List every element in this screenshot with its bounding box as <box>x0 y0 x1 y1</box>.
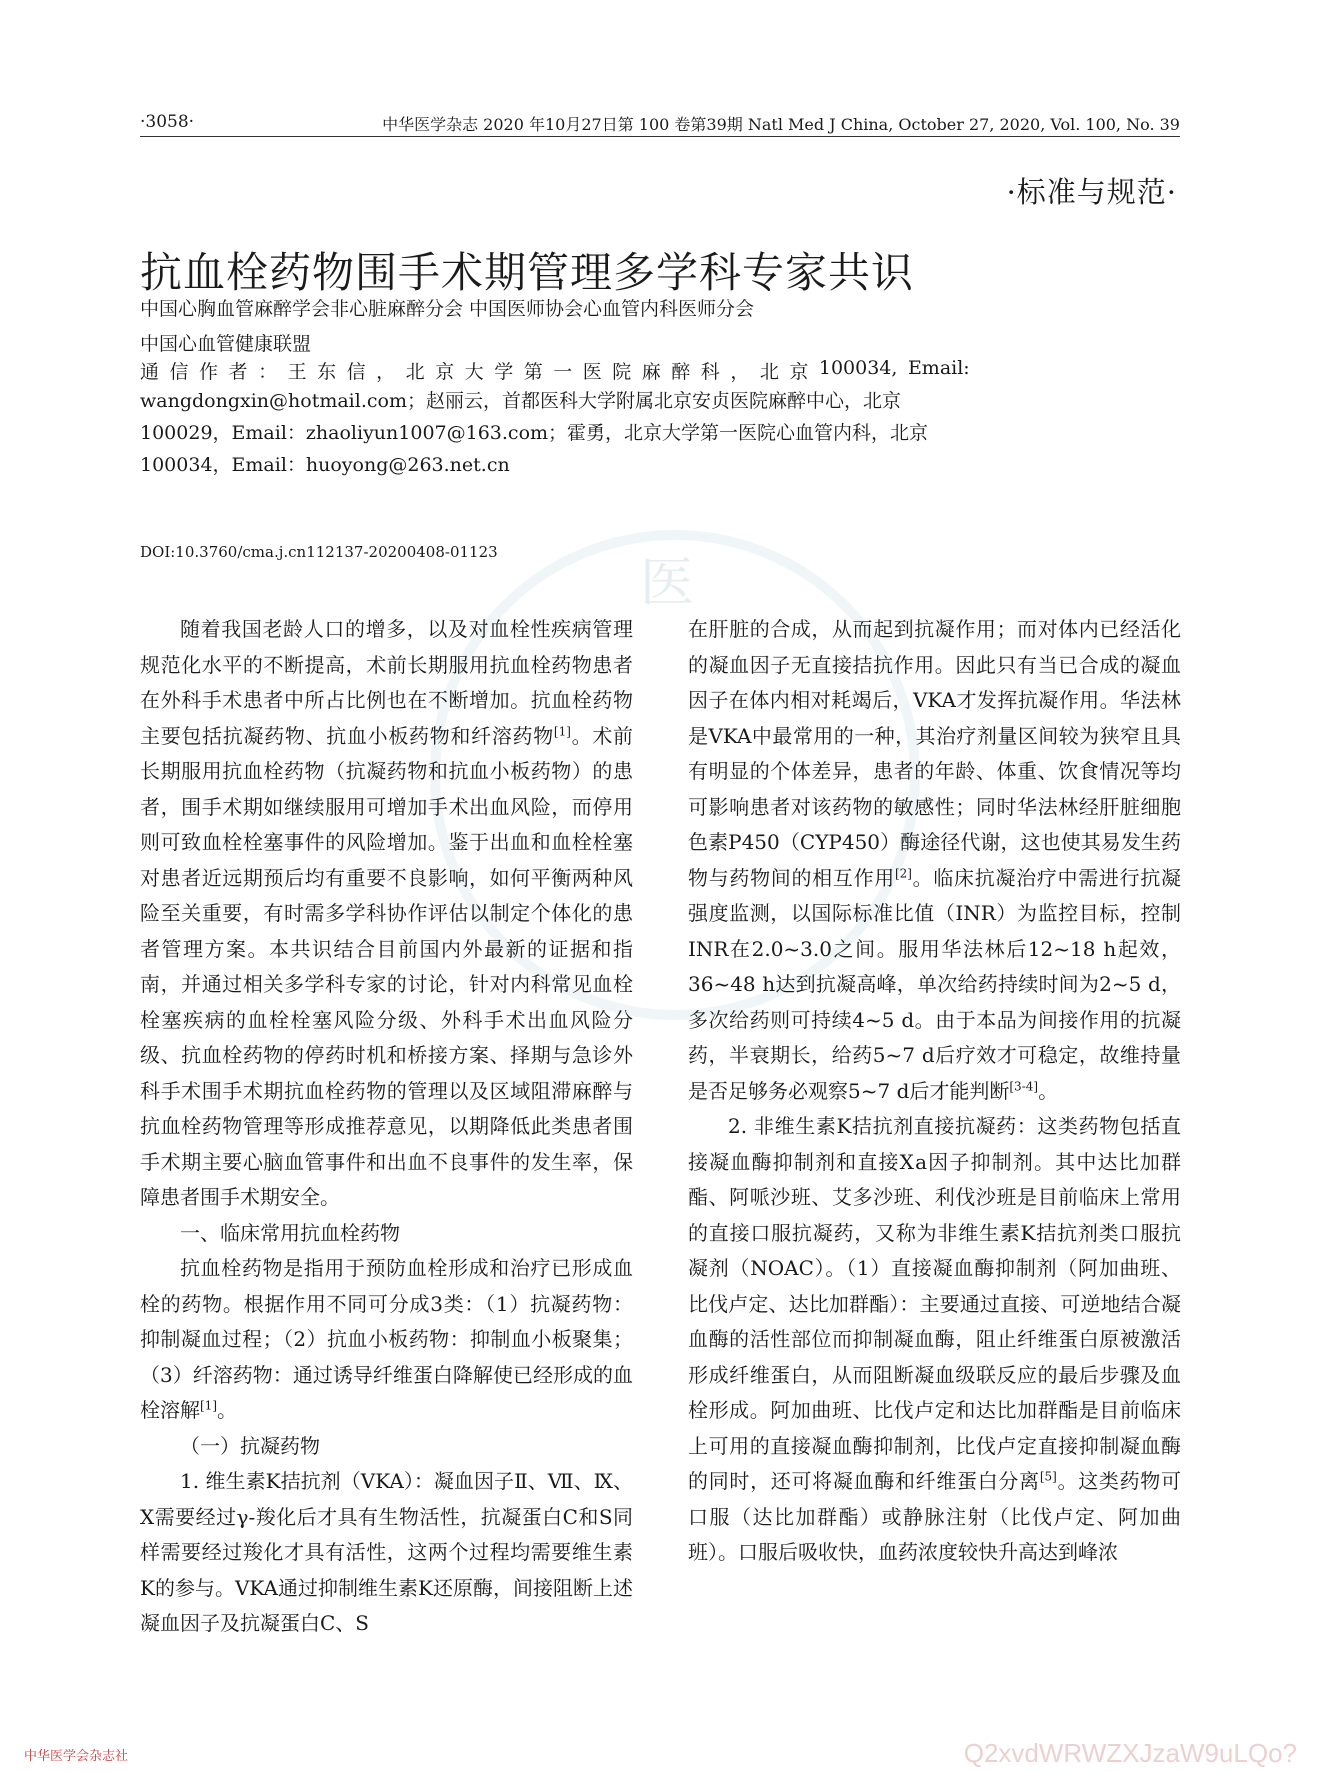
correspondence-token: 信 <box>346 361 366 383</box>
correspondence-token: 京 <box>435 361 455 383</box>
correspondence-token: 京 <box>789 361 809 383</box>
journal-citation: 中华医学杂志 2020 年10月27日第 100 卷第39期 Natl Med J China, October 27, 2020, Vol. 100, No. 39 <box>382 115 1180 134</box>
correspondence-token: 第 <box>523 361 543 383</box>
article-title: 抗血栓药物围手术期管理多学科专家共识 <box>140 248 915 297</box>
paragraph: 在肝脏的合成，从而起到抗凝作用；而对体内已经活化的凝血因子无直接拮抗作用。因此只有当已合成的凝血因子在体内相对耗竭后，VKA才发挥抗凝作用。华法林是VKA中最常用的一种，其治疗剂量区间较为狭窄且具有明显的个体差异，患者的年龄、体重、饮食情况等均可影响患者对该药物的敏感性；同时华法林经肝脏细胞色素P450（CYP450）酶途径代谢，这也使其易发生药物与药物间的相互作用[2]。临床抗凝治疗中需进行抗凝强度监测，以国际标准比值（INR）为监控目标，控制INR在2.0~3.0之间。服用华法林后12~18 h起效，36~48 h达到抗凝高峰，单次给药持续时间为2~5 d，多次给药则可持续4~5 d。由于本品为间接作用的抗凝药，半衰期长，给药5~7 d后疗效才可稳定，故维持量是否足够务必观察5~7 d后才能判断[3-4]。 <box>688 617 1182 1103</box>
paragraph: 1. 维生素K拮抗剂（VKA）：凝血因子Ⅱ、Ⅶ、Ⅸ、Ⅹ需要经过γ-羧化后才具有生物活性，抗凝蛋白C和S同样需要经过羧化才具有活性，这两个过程均需要维生素K的参与。VKA通过抑制维生素K还原酶，间接阻断上述凝血因子及抗凝蛋白C、S <box>140 1469 633 1635</box>
citation-ref[interactable]: [5] <box>1039 1469 1057 1484</box>
section-tag: ·标准与规范· <box>1006 175 1177 209</box>
correspondence-line-4: 100034，Email：huoyong@263.net.cn <box>140 454 510 476</box>
correspondence-token: Email: <box>907 357 970 379</box>
correspondence-token: 王 <box>287 361 307 383</box>
doi: DOI:10.3760/cma.j.cn112137-20200408-01123 <box>140 543 498 561</box>
correspondence-token: 大 <box>464 361 484 383</box>
correspondence-token: 北 <box>405 361 425 383</box>
right-column <box>688 612 1181 1571</box>
seal-glyph: 医 <box>640 551 694 614</box>
correspondence-token: 学 <box>494 361 514 383</box>
paragraph: 抗血栓药物是指用于预防血栓形成和治疗已形成血栓的药物。根据作用不同可分成3类：（1）抗凝药物：抑制凝血过程；（2）抗血小板药物：抑制血小板聚集；（3）纤溶药物：通过诱导纤维蛋白降解使已经形成的血栓溶解[1]。 <box>140 1256 633 1422</box>
correspondence-token: 北 <box>759 361 779 383</box>
correspondence-token: 醉 <box>671 361 691 383</box>
citation-ref[interactable]: [2] <box>894 865 912 880</box>
citation-ref[interactable]: [1] <box>200 1398 217 1413</box>
section-heading: 一、临床常用抗血栓药物 <box>180 1220 400 1245</box>
paragraph: 2. 非维生素K拮抗剂直接抗凝药：这类药物包括直接凝血酶抑制剂和直接Ⅹa因子抑制剂。其中达比加群酯、阿哌沙班、艾多沙班、利伐沙班是目前临床上常用的直接口服抗凝药，又称为非维生素K拮抗剂类口服抗凝剂（NOAC）。（1）直接凝血酶抑制剂（阿加曲班、比伐卢定、达比加群酯）：主要通过直接、可逆地结合凝血酶的活性部位而抑制凝血酶，阻止纤维蛋白原被激活形成纤维蛋白，从而阻断凝血级联反应的最后步骤及血栓形成。阿加曲班、比伐卢定和达比加群酯是目前临床上可用的直接凝血酶抑制剂，比伐卢定直接抑制凝血酶的同时，还可将凝血酶和纤维蛋白分离[5]。这类药物可口服（达比加群酯）或静脉注射（比伐卢定、阿加曲班）。口服后吸收快，血药浓度较快升高达到峰浓 <box>688 1114 1182 1564</box>
affiliation-line-2: 中国心血管健康联盟 <box>140 333 312 355</box>
subsection-heading: （一）抗凝药物 <box>180 1433 320 1458</box>
left-column <box>140 612 633 1642</box>
correspondence-line-2: wangdongxin@hotmail.com；赵丽云，首都医科大学附属北京安贞医院麻醉中心，北京 <box>140 390 901 412</box>
citation-ref[interactable]: [3-4] <box>1009 1078 1039 1093</box>
correspondence-token: 医 <box>582 361 602 383</box>
correspondence-token: 信 <box>169 361 189 383</box>
correspondence-token: ， <box>376 361 396 383</box>
paragraph: 随着我国老龄人口的增多，以及对血栓性疾病管理规范化水平的不断提高，术前长期服用抗血栓药物患者在外科手术患者中所占比例也在不断增加。抗血栓药物主要包括抗凝药物、抗血小板药物和纤溶药物[1]。术前长期服用抗血栓药物（抗凝药物和抗血小板药物）的患者，围手术期如继续服用可增加手术出血风险，而停用则可致血栓栓塞事件的风险增加。鉴于出血和血栓栓塞对患者近远期预后均有重要不良影响，如何平衡两种风险至关重要，有时需多学科协作评估以制定个体化的患者管理方案。本共识结合目前国内外最新的证据和指南，并通过相关多学科专家的讨论，针对内科常见血栓栓塞疾病的血栓栓塞风险分级、外科手术出血风险分级、抗血栓药物的停药时机和桥接方案、择期与急诊外科手术围手术期抗血栓药物的管理以及区域阻滞麻醉与抗血栓药物管理等形成推荐意见，以期降低此类患者围手术期主要心脑血管事件和出血不良事件的发生率，保障患者围手术期安全。 <box>140 617 634 1209</box>
correspondence-line-3: 100029，Email：zhaoliyun1007@163.com；霍勇，北京大学第一医院心血管内科，北京 <box>140 422 929 444</box>
footer-code: Q2xvdWRWZXJzaW9uLQo? <box>963 1738 1297 1768</box>
page-number: ·3058· <box>140 112 195 132</box>
correspondence-token: 东 <box>317 361 337 383</box>
affiliation-line-1: 中国心胸血管麻醉学会非心脏麻醉分会 中国医师协会心血管内科医师分会 <box>140 298 755 320</box>
correspondence-line-1 <box>140 357 970 384</box>
citation-ref[interactable]: [1] <box>553 723 571 738</box>
correspondence-token: 100034, <box>818 357 898 379</box>
correspondence-token: ： <box>258 361 278 383</box>
correspondence-token: 科 <box>700 361 720 383</box>
correspondence-token: ， <box>730 361 750 383</box>
correspondence-token: 者 <box>228 361 248 383</box>
correspondence-token: 作 <box>199 361 219 383</box>
publisher-logo: 中华医学会杂志社 <box>24 1749 129 1764</box>
running-header <box>140 108 1180 137</box>
correspondence-token: 一 <box>553 361 573 383</box>
correspondence-token: 通 <box>140 361 160 383</box>
correspondence-token: 麻 <box>641 361 661 383</box>
correspondence-token: 院 <box>612 361 632 383</box>
